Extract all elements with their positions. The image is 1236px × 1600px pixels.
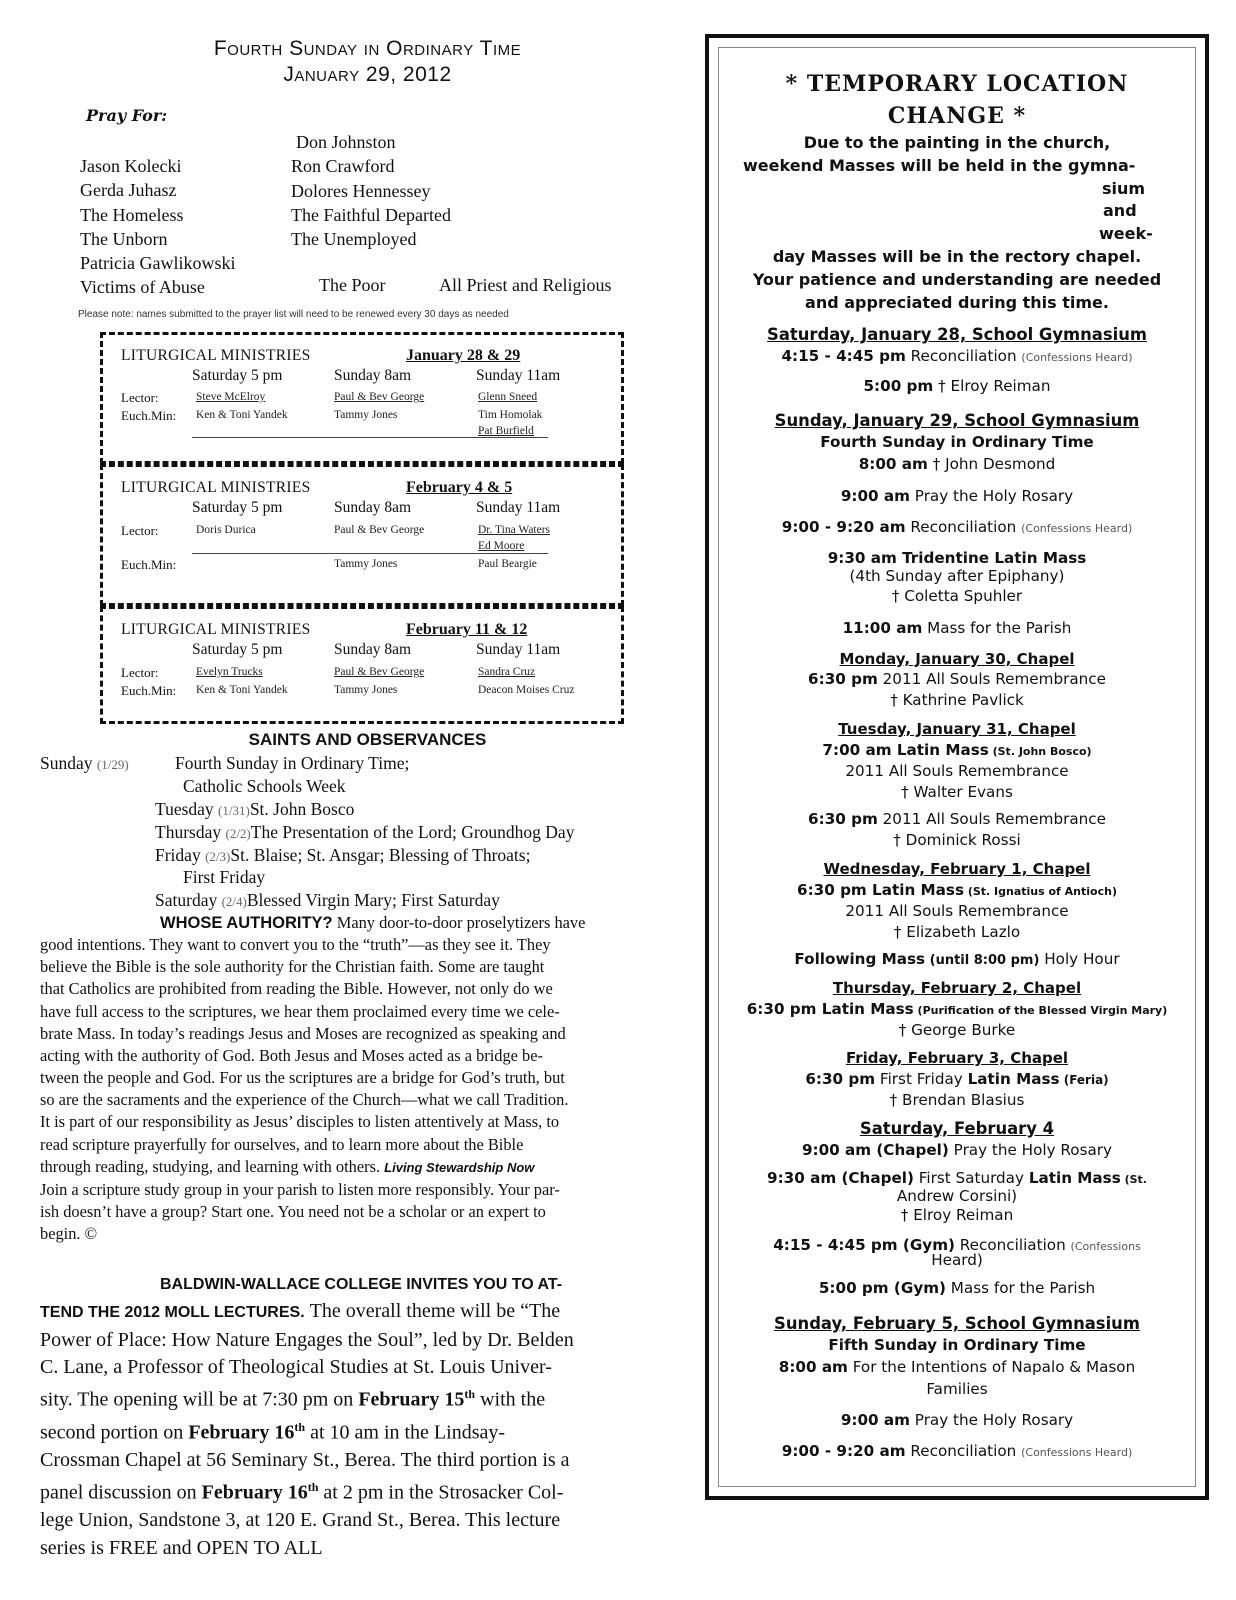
bw-line: Crossman Chapel at 56 Seminary St., Berea. The third portion is a <box>40 1449 570 1472</box>
entry-note: (Confessions Heard) <box>1021 522 1133 535</box>
bw-text: The overall theme will be “The <box>309 1300 561 1323</box>
column-header: Sunday 11am <box>476 499 561 516</box>
stewardship-label: Living Stewardship Now <box>384 1159 535 1175</box>
entry-intention: † George Burke <box>898 1021 1016 1039</box>
intro-line: and appreciated during this time. <box>805 293 1109 312</box>
ministry-box-2 <box>100 464 624 606</box>
entry-text: † John Desmond <box>927 455 1056 473</box>
bw-text: second portion on <box>40 1421 189 1444</box>
entry-text: 2011 All Souls Remembrance <box>877 670 1106 688</box>
minister-name: Tim Homolak <box>478 409 543 421</box>
entry-note: (St. John Bosco) <box>988 745 1092 758</box>
entry-note: Andrew Corsini) <box>896 1187 1018 1205</box>
ministry-title: LITURGICAL MINISTRIES <box>121 347 311 364</box>
obs-text: The Presentation of the Lord; Groundhog Day <box>250 822 575 842</box>
entry-time: 6:30 pm Latin Mass <box>746 1000 914 1018</box>
entry-text: 2011 All Souls Remembrance <box>845 902 1069 920</box>
day-heading: Thursday, February 2, Chapel <box>832 979 1082 997</box>
ordinal: th <box>464 1387 476 1402</box>
schedule-entry <box>709 346 1205 368</box>
bw-date: February 16 <box>188 1421 295 1444</box>
schedule-box <box>705 34 1209 1500</box>
bw-line <box>40 1474 678 1507</box>
entry-text: Reconciliation <box>905 347 1022 365</box>
article-heading: WHOSE AUTHORITY? <box>160 914 333 932</box>
pray-for-heading: Pray For: <box>86 106 168 125</box>
obs-text: First Friday <box>183 867 266 887</box>
article-line: ish doesn’t have a group? Start one. You need not be a scholar or an expert to <box>40 1202 546 1222</box>
entry-time: 6:30 pm Latin Mass <box>797 881 964 899</box>
entry-text: Pray the Holy Rosary <box>909 487 1074 505</box>
prayer-name: Don Johnston <box>296 132 396 152</box>
column-header: Sunday 8am <box>334 641 412 658</box>
bw-line: series is FREE and OPEN TO ALL <box>40 1536 323 1559</box>
ministry-title: LITURGICAL MINISTRIES <box>121 479 311 496</box>
row-label: Euch.Min: <box>121 408 177 423</box>
prayer-name: The Poor <box>319 275 386 295</box>
bw-date: February 15 <box>358 1388 465 1411</box>
minister-name: Glenn Sneed <box>478 391 538 403</box>
entry-time: 4:15 - 4:45 pm (Gym) <box>773 1236 955 1254</box>
schedule-entry: 9:30 am Tridentine Latin Mass <box>827 549 1087 567</box>
entry-text: 2011 All Souls Remembrance <box>845 762 1069 780</box>
intro-line: day Masses will be in the rectory chapel. <box>772 247 1142 266</box>
entry-intention: † Kathrine Pavlick <box>890 691 1024 709</box>
minister-name: Deacon Moises Cruz <box>478 684 575 696</box>
entry-text: 2011 All Souls Remembrance <box>877 810 1106 828</box>
title-line1: Fourth Sunday in Ordinary Time <box>213 37 522 60</box>
intro-line: and <box>1103 201 1137 220</box>
intro-line: Due to the painting in the church, <box>803 133 1111 152</box>
entry-note: Heard) <box>931 1251 983 1269</box>
article-line: acting with the authority of God. Both Jesus and Moses acted as a bridge be- <box>40 1045 543 1065</box>
entry-time: 7:00 am Latin Mass <box>822 741 989 759</box>
minister-name: Ed Moore <box>478 540 525 552</box>
article-line: believe the Bible is the sole authority for the Christian faith. Some are taught <box>40 957 545 977</box>
bw-text: sity. The opening will be at 7:30 pm on <box>40 1388 359 1411</box>
bw-line: lege Union, Sandstone 3, at 120 E. Grand St., Berea. This lecture <box>40 1509 561 1532</box>
entry-text: Pray the Holy Rosary <box>909 1411 1074 1429</box>
article-line: It is part of our responsibility as Jesus’ disciples to listen attentively at Mass, to <box>40 1112 560 1132</box>
obs-day: Friday <box>155 845 201 865</box>
prayer-name: Victims of Abuse <box>80 277 205 298</box>
entry-text: Reconciliation <box>905 518 1022 536</box>
minister-name: Paul & Bev George <box>334 391 425 403</box>
bw-line <box>40 1381 678 1414</box>
entry-note: (Purification of the Blessed Virgin Mary) <box>913 1004 1168 1017</box>
minister-name: Paul & Bev George <box>334 666 425 678</box>
day-subheading: Fourth Sunday in Ordinary Time <box>820 433 1094 451</box>
entry-note: (until 8:00 pm) <box>925 953 1040 968</box>
minister-name: Paul Beargie <box>478 558 537 570</box>
bw-text: at 2 pm in the Strosacker Col- <box>318 1482 564 1505</box>
entry-note: (4th Sunday after Epiphany) <box>849 567 1065 585</box>
intro-line: Your patience and understanding are needed <box>752 270 1162 289</box>
entry-text: Mass for the Parish <box>945 1279 1096 1297</box>
schedule-entry <box>709 517 1205 539</box>
prayer-name: The Faithful Departed <box>291 204 451 225</box>
row-label: Euch.Min: <box>121 683 177 698</box>
entry-time: 11:00 am <box>842 619 923 637</box>
obs-day: Sunday <box>40 753 93 773</box>
obs-date: (2/2) <box>225 826 251 841</box>
obs-day: Thursday <box>155 822 222 842</box>
intro-line: sium <box>1102 179 1146 198</box>
bw-line: C. Lane, a Professor of Theological Studies at St. Louis Univer- <box>40 1355 552 1378</box>
schedule-entry <box>709 740 1205 762</box>
divider-line <box>192 437 548 438</box>
minister-name: Paul & Bev George <box>334 524 425 536</box>
column-header: Saturday 5 pm <box>192 641 283 658</box>
obs-text: Fourth Sunday in Ordinary Time; <box>175 753 410 773</box>
minister-name: Evelyn Trucks <box>196 666 263 678</box>
intro-line: weekend Masses will be held in the gymna- <box>743 156 1136 175</box>
ministry-box-3 <box>100 606 624 724</box>
prayer-name: Dolores Hennessey <box>291 180 431 201</box>
schedule-entry <box>709 1069 1205 1091</box>
entry-time: 8:00 am <box>778 1358 848 1376</box>
schedule-entry <box>709 1357 1205 1378</box>
schedule-entry <box>709 949 1205 971</box>
article-line <box>40 1156 678 1179</box>
minister-name: Sandra Cruz <box>478 666 536 678</box>
schedule-title: * TEMPORARY LOCATION <box>785 71 1129 97</box>
entry-note: (Confessions Heard) <box>1021 351 1133 364</box>
intro-line: week- <box>1099 224 1153 243</box>
day-heading: Sunday, February 5, School Gymnasium <box>774 1314 1140 1333</box>
prayer-name: The Unemployed <box>291 229 417 250</box>
obs-date: (1/31) <box>218 803 250 818</box>
authority-article <box>40 912 678 1245</box>
schedule-entry <box>709 809 1205 830</box>
prayer-list-col1 <box>80 154 235 300</box>
minister-name: Ken & Toni Yandek <box>196 684 288 696</box>
entry-note: (Confessions Heard) <box>1021 1446 1133 1459</box>
column-header: Sunday 11am <box>476 641 561 658</box>
schedule-entry <box>709 376 1205 397</box>
minister-name: Tammy Jones <box>334 558 398 570</box>
ministry-title: LITURGICAL MINISTRIES <box>121 621 311 638</box>
entry-intention: † Dominick Rossi <box>893 831 1021 849</box>
entry-time: 6:30 pm <box>808 810 878 828</box>
schedule-entry <box>709 1441 1205 1463</box>
row-label: Lector: <box>121 665 159 680</box>
minister-name: Pat Burfield <box>478 425 534 437</box>
observance-item <box>40 752 129 777</box>
ordinal: th <box>294 1420 306 1435</box>
entry-note: (St. <box>1120 1173 1147 1186</box>
ordinal: th <box>307 1480 319 1495</box>
minister-name: Doris Durica <box>196 524 256 536</box>
bw-heading-line <box>40 1270 678 1298</box>
entry-note: (Confessions <box>1070 1240 1141 1253</box>
row-label: Lector: <box>121 390 159 405</box>
obs-date: (2/4) <box>221 894 247 909</box>
entry-time: 9:00 - 9:20 am <box>781 1442 906 1460</box>
day-heading: Tuesday, January 31, Chapel <box>838 720 1076 738</box>
bulletin-title <box>40 36 695 88</box>
schedule-entry <box>709 454 1205 475</box>
minister-name: Steve McElroy <box>196 391 266 403</box>
obs-text: Catholic Schools Week <box>183 776 346 796</box>
row-label: Euch.Min: <box>121 557 177 572</box>
entry-text: Reconciliation <box>954 1236 1071 1254</box>
schedule-title: CHANGE * <box>887 103 1027 129</box>
row-label: Lector: <box>121 523 159 538</box>
schedule-entry <box>709 486 1205 507</box>
entry-time: 9:30 am (Chapel) <box>767 1169 914 1187</box>
entry-intention: † Elizabeth Lazlo <box>893 923 1021 941</box>
column-header: Saturday 5 pm <box>192 367 283 384</box>
left-column <box>40 36 695 88</box>
day-heading: Monday, January 30, Chapel <box>839 650 1075 668</box>
obs-text: St. Blaise; St. Ansgar; Blessing of Throats; <box>230 845 531 865</box>
article-line: that Catholics are prohibited from reading the Bible. However, not only do we <box>40 979 553 999</box>
entry-time: 8:00 am <box>858 455 928 473</box>
column-header: Sunday 8am <box>334 499 412 516</box>
prayer-name: Ron Crawford <box>291 156 395 177</box>
column-header: Sunday 11am <box>476 367 561 384</box>
entry-text: Latin Mass <box>967 1070 1060 1088</box>
obs-day: Saturday <box>155 890 218 910</box>
title-line2: January 29, 2012 <box>283 63 452 86</box>
bw-line <box>40 1414 678 1447</box>
ministry-box-1 <box>100 332 624 464</box>
entry-text: First Saturday <box>913 1169 1029 1187</box>
saints-heading: SAINTS AND OBSERVANCES <box>248 730 487 749</box>
entry-time: 6:30 pm <box>808 670 878 688</box>
obs-date: (1/29) <box>96 757 129 772</box>
schedule-entry <box>709 1410 1205 1431</box>
bw-text: at 10 am in the Lindsay- <box>305 1421 506 1444</box>
article-text: through reading, studying, and learning with others. <box>40 1156 381 1176</box>
prayer-name: All Priest and Religious <box>439 275 612 295</box>
obs-text: St. John Bosco <box>249 799 355 819</box>
entry-time: Following Mass <box>794 950 926 968</box>
bw-heading: BALDWIN-WALLACE COLLEGE INVITES YOU TO AT- <box>160 1276 563 1293</box>
schedule-entry <box>709 618 1205 639</box>
bw-line <box>40 1298 678 1326</box>
minister-name: Ken & Toni Yandek <box>196 409 288 421</box>
column-header: Sunday 8am <box>334 367 412 384</box>
ministry-date: February 11 & 12 <box>406 621 528 638</box>
observance-item <box>155 821 574 846</box>
bw-article <box>40 1270 678 1562</box>
schedule-entry <box>709 1140 1205 1161</box>
entry-intention: † Elroy Reiman <box>900 1206 1014 1224</box>
day-subheading: Fifth Sunday in Ordinary Time <box>828 1336 1086 1354</box>
entry-time: 4:15 - 4:45 pm <box>781 347 906 365</box>
entry-text: † Elroy Reiman <box>933 377 1051 395</box>
entry-text: Reconciliation <box>905 1442 1022 1460</box>
prayer-list-col2 <box>291 130 451 251</box>
observance-item <box>155 798 354 823</box>
article-line: begin. © <box>40 1224 98 1244</box>
ministry-date: February 4 & 5 <box>406 479 513 496</box>
divider-line <box>192 553 548 554</box>
entry-text: Pray the Holy Rosary <box>948 1141 1113 1159</box>
article-line <box>40 912 678 934</box>
entry-intention: † Coletta Spuhler <box>891 587 1023 605</box>
entry-text: Mass for the Parish <box>922 619 1072 637</box>
prayer-name: The Homeless <box>80 204 184 225</box>
entry-time: 9:00 am <box>840 1411 910 1429</box>
article-line: read scripture prayerfully for ourselves, and to learn more about the Bible <box>40 1134 524 1154</box>
entry-intention: † Walter Evans <box>901 783 1013 801</box>
day-heading: Sunday, January 29, School Gymnasium <box>774 411 1140 430</box>
bw-text: panel discussion on <box>40 1482 202 1505</box>
obs-day: Tuesday <box>155 799 214 819</box>
entry-time: 9:00 - 9:20 am <box>781 518 906 536</box>
entry-text: Latin Mass <box>1028 1169 1121 1187</box>
prayer-name: Gerda Juhasz <box>80 180 177 201</box>
article-text: Many door-to-door proselytizers have <box>336 913 586 932</box>
entry-text: Families <box>926 1380 988 1398</box>
entry-time: 9:00 am <box>840 487 910 505</box>
article-line: tween the people and God. For us the scriptures are a bridge for God’s truth, but <box>40 1068 565 1088</box>
bw-text: with the <box>475 1388 546 1411</box>
article-line: good intentions. They want to convert you to the “truth”—as they see it. They <box>40 935 551 955</box>
minister-name: Tammy Jones <box>334 409 398 421</box>
schedule-entry <box>709 880 1205 902</box>
day-heading: Saturday, January 28, School Gymnasium <box>767 325 1147 344</box>
prayer-name: Jason Kolecki <box>80 156 182 176</box>
prayer-name: The Unborn <box>80 228 168 249</box>
entry-text: For the Intentions of Napalo & Mason <box>847 1358 1136 1376</box>
schedule-entry <box>709 1278 1205 1299</box>
obs-text: Blessed Virgin Mary; First Saturday <box>246 890 500 910</box>
day-heading: Wednesday, February 1, Chapel <box>823 860 1091 878</box>
article-line: brate Mass. In today’s readings Jesus and Moses are recognized as speaking and <box>40 1023 566 1043</box>
bw-date: February 16 <box>201 1482 308 1505</box>
entry-note: (St. Ignatius of Antioch) <box>963 885 1117 898</box>
entry-time: 6:30 pm <box>805 1070 876 1088</box>
article-line: Join a scripture study group in your parish to listen more responsibly. Your par- <box>40 1179 560 1199</box>
ministry-date: January 28 & 29 <box>406 347 521 364</box>
bw-heading: TEND THE 2012 MOLL LECTURES. <box>40 1304 305 1322</box>
entry-time: 5:00 pm <box>863 377 934 395</box>
observance-item <box>155 889 500 914</box>
entry-text: Holy Hour <box>1039 950 1120 968</box>
prayer-note: Please note: names submitted to the prayer list will need to be renewed every 30 days as needed <box>78 309 509 320</box>
minister-name: Tammy Jones <box>334 684 398 696</box>
entry-time: 5:00 pm (Gym) <box>818 1279 946 1297</box>
entry-note: (Feria) <box>1059 1073 1109 1087</box>
article-line: have full access to the scriptures, we hear them proclaimed every time we cele- <box>40 1001 560 1021</box>
entry-intention: † Brendan Blasius <box>889 1091 1025 1109</box>
bw-line: Power of Place: How Nature Engages the Soul”, led by Dr. Belden <box>40 1328 574 1351</box>
prayer-name: Patricia Gawlikowski <box>80 253 236 274</box>
day-heading: Friday, February 3, Chapel <box>845 1049 1069 1067</box>
schedule-entry <box>709 999 1205 1021</box>
article-line: so are the sacraments and the experience of the Church—what we call Tradition. <box>40 1090 569 1110</box>
minister-name: Dr. Tina Waters <box>478 524 551 536</box>
column-header: Saturday 5 pm <box>192 499 283 516</box>
schedule-entry <box>709 669 1205 690</box>
entry-time: 9:00 am (Chapel) <box>801 1141 949 1159</box>
day-heading: Saturday, February 4 <box>859 1119 1055 1138</box>
entry-text: First Friday <box>875 1070 968 1088</box>
obs-date: (2/3) <box>205 849 231 864</box>
